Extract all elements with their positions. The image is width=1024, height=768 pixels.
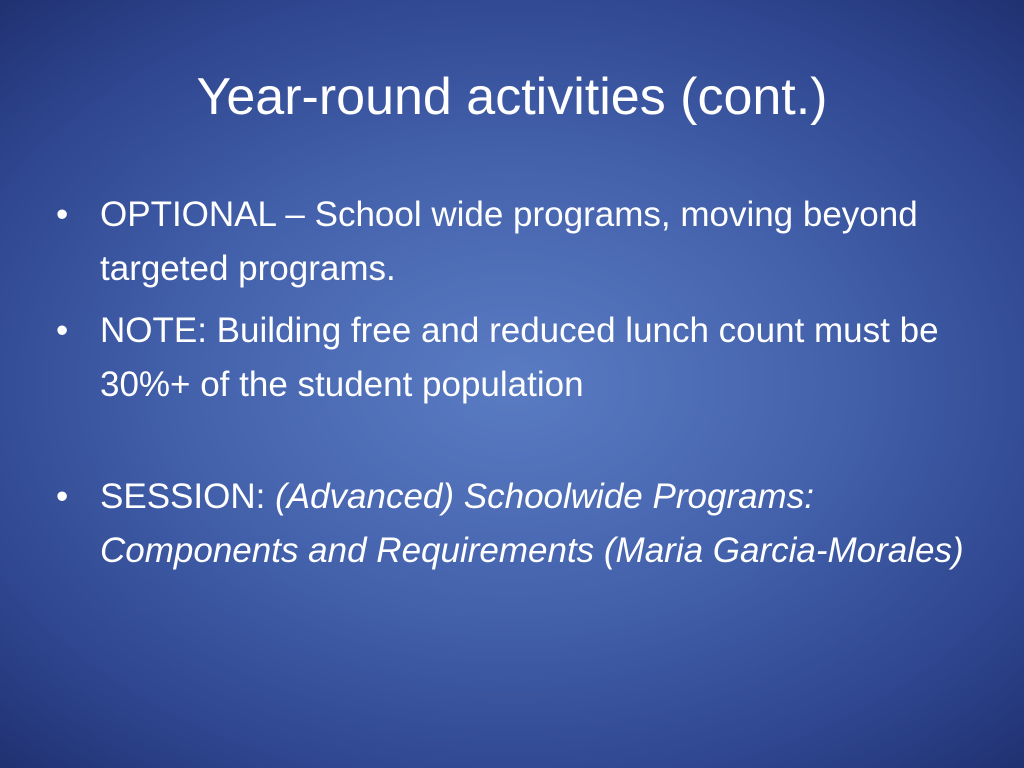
bullet-item-optional bbox=[56, 188, 980, 296]
bullet-marker-icon: • bbox=[56, 477, 69, 516]
bullet-marker-icon: • bbox=[56, 311, 69, 350]
bullet-lead-text: SESSION: bbox=[100, 477, 276, 516]
bullet-list bbox=[56, 188, 980, 586]
bullet-item-session bbox=[56, 470, 980, 578]
slide-title: Year-round activities (cont.) bbox=[196, 68, 828, 126]
bullet-marker-icon: • bbox=[56, 195, 69, 234]
bullet-text: OPTIONAL – School wide programs, moving beyond targeted programs. bbox=[100, 195, 918, 288]
bullet-text: NOTE: Building free and reduced lunch count must be 30%+ of the student population bbox=[100, 311, 939, 404]
bullet-item-note bbox=[56, 304, 980, 412]
session-title-text: (Advanced) Schoolwide Programs: Components and Requirements (Maria Garcia-Morales) bbox=[100, 477, 964, 570]
